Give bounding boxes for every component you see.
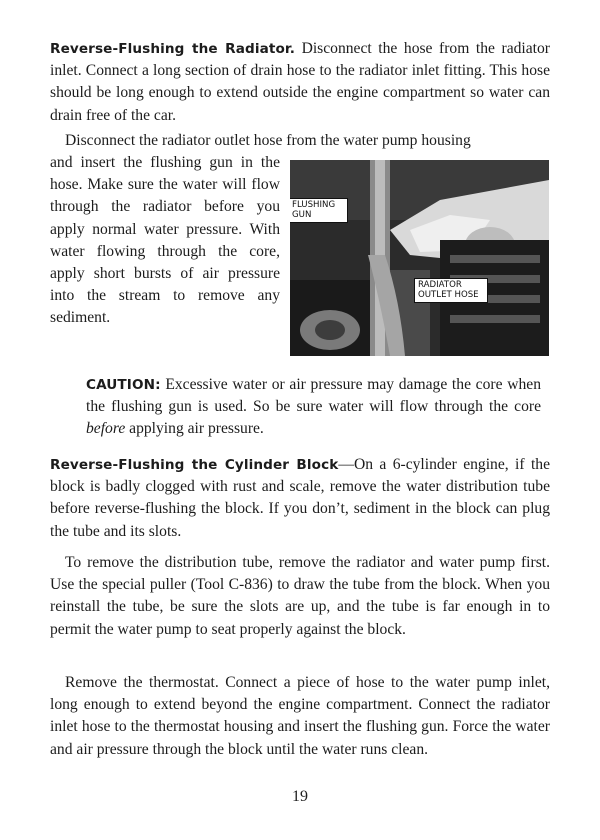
page-number: 19 bbox=[292, 788, 308, 805]
radiator-outlet-hose-label: RADIATOR OUTLET HOSE bbox=[414, 278, 488, 303]
engine-photo bbox=[290, 160, 549, 356]
flushing-gun-intro-line: Disconnect the radiator outlet hose from the water pump housing bbox=[65, 132, 471, 149]
caution-paragraph: CAUTION: Excessive water or air pressure may damage the core when the flushing gun is used. So be sure water will flow through the core before applying air pressure. bbox=[86, 376, 541, 438]
engine-photo-illustration bbox=[290, 160, 549, 356]
radiator-flush-heading: Reverse-Flushing the Radiator. bbox=[50, 41, 296, 57]
radiator-flush-text: Disconnect the hose from the radiator inlet. Connect a long section of drain hose to the radiator inlet fitting. This hose should be long enough to extend outside the engine compartment so water can drain free of the car. bbox=[50, 40, 550, 124]
distribution-tube-paragraph: To remove the distribution tube, remove the radiator and water pump first. Use the special puller (Tool C-836) to draw the tube from the block. When you reinstall the tube, be sure the slots are up, and the tube is far enough in to permit the water pump to seat properly against the block. bbox=[50, 554, 550, 638]
radiator-flush-paragraph bbox=[50, 38, 550, 127]
flushing-gun-paragraph: and insert the flushing gun in the hose. Make sure the water will flow through the radiator before you apply normal water pressure. With water flowing through the core, apply short bursts of air pressure into the stream to remove any sediment. bbox=[50, 154, 280, 327]
thermostat-paragraph: Remove the thermostat. Connect a piece of hose to the water pump inlet, long enough to extend beyond the engine compartment. Connect the radiator inlet hose to the thermostat housing and insert the flushing gun. Force the water and air pressure through the block until the water runs clean. bbox=[50, 674, 550, 758]
cylinder-block-paragraph: Reverse-Flushing the Cylinder Block—On a 6-cylinder engine, if the block is badly clogged with rust and scale, remove the water distribution tube before reverse-flushing the block. If you don’t, sediment in the block can plug the tube and its slots. bbox=[50, 456, 550, 540]
flushing-gun-label: FLUSHING GUN bbox=[290, 198, 348, 223]
caution-emphasis: before bbox=[86, 420, 126, 438]
caution-label: CAUTION: bbox=[86, 377, 161, 393]
cylinder-block-heading: Reverse-Flushing the Cylinder Block bbox=[50, 457, 339, 473]
